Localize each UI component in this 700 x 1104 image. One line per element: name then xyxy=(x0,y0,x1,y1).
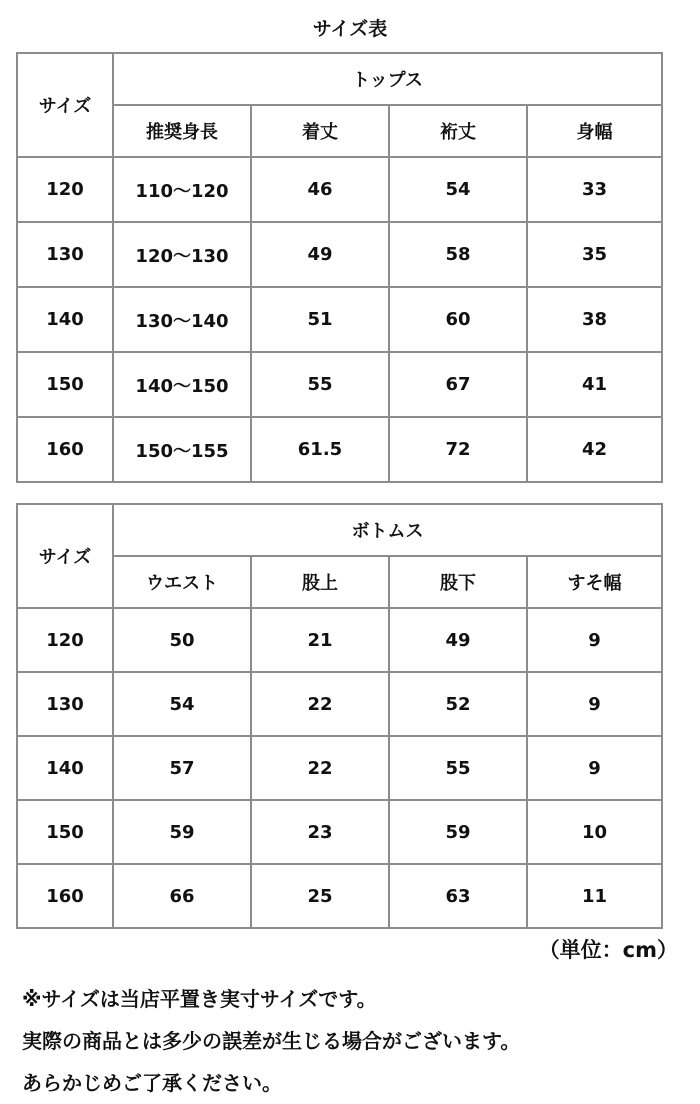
tops-group-header: トップス xyxy=(113,53,662,105)
table-cell: 110〜120 xyxy=(113,157,251,222)
table-cell: 55 xyxy=(389,736,527,800)
table-cell: 67 xyxy=(389,352,527,417)
table-row xyxy=(17,672,662,736)
table-row xyxy=(17,287,662,352)
size-cell: 130 xyxy=(17,672,113,736)
size-cell: 140 xyxy=(17,736,113,800)
tops-column-header: 推奨身長 xyxy=(113,105,251,157)
size-cell: 150 xyxy=(17,800,113,864)
bottoms-column-header: すそ幅 xyxy=(527,556,662,608)
bottoms-column-header: ウエスト xyxy=(113,556,251,608)
table-cell: 61.5 xyxy=(251,417,389,482)
table-cell: 63 xyxy=(389,864,527,928)
table-cell: 54 xyxy=(113,672,251,736)
table-cell: 41 xyxy=(527,352,662,417)
table-row xyxy=(17,864,662,928)
size-cell: 120 xyxy=(17,157,113,222)
table-cell: 54 xyxy=(389,157,527,222)
table-cell: 59 xyxy=(389,800,527,864)
bottoms-column-header: 股下 xyxy=(389,556,527,608)
page-title: サイズ表 xyxy=(312,18,388,40)
unit-note: （単位：cm） xyxy=(538,938,678,962)
bottoms-column-header: 股上 xyxy=(251,556,389,608)
table-row xyxy=(17,157,662,222)
table-row xyxy=(17,417,662,482)
table-cell: 60 xyxy=(389,287,527,352)
table-cell: 52 xyxy=(389,672,527,736)
tops-size-header: サイズ xyxy=(17,53,113,157)
table-cell: 130〜140 xyxy=(113,287,251,352)
table-row xyxy=(17,608,662,672)
size-cell: 140 xyxy=(17,287,113,352)
size-cell: 160 xyxy=(17,417,113,482)
table-cell: 57 xyxy=(113,736,251,800)
tops-column-header: 着丈 xyxy=(251,105,389,157)
size-cell: 120 xyxy=(17,608,113,672)
bottoms-size-table xyxy=(16,503,663,929)
tops-column-header: 身幅 xyxy=(527,105,662,157)
table-cell: 9 xyxy=(527,672,662,736)
note-line: あらかじめご了承ください。 xyxy=(22,1071,282,1095)
table-cell: 10 xyxy=(527,800,662,864)
table-row xyxy=(17,222,662,287)
bottoms-group-header: ボトムス xyxy=(113,504,662,556)
table-cell: 46 xyxy=(251,157,389,222)
table-cell: 9 xyxy=(527,608,662,672)
table-row xyxy=(17,352,662,417)
table-cell: 120〜130 xyxy=(113,222,251,287)
table-cell: 22 xyxy=(251,736,389,800)
table-cell: 21 xyxy=(251,608,389,672)
table-cell: 49 xyxy=(389,608,527,672)
table-cell: 150〜155 xyxy=(113,417,251,482)
note-line: ※サイズは当店平置き実寸サイズです。 xyxy=(22,987,377,1011)
table-cell: 35 xyxy=(527,222,662,287)
table-cell: 66 xyxy=(113,864,251,928)
table-cell: 25 xyxy=(251,864,389,928)
table-cell: 55 xyxy=(251,352,389,417)
size-cell: 160 xyxy=(17,864,113,928)
size-cell: 150 xyxy=(17,352,113,417)
table-cell: 140〜150 xyxy=(113,352,251,417)
table-cell: 11 xyxy=(527,864,662,928)
table-cell: 38 xyxy=(527,287,662,352)
size-cell: 130 xyxy=(17,222,113,287)
bottoms-size-header: サイズ xyxy=(17,504,113,608)
table-row xyxy=(17,736,662,800)
table-cell: 49 xyxy=(251,222,389,287)
note-line: 実際の商品とは多少の誤差が生じる場合がございます。 xyxy=(22,1029,521,1053)
tops-column-header: 裄丈 xyxy=(389,105,527,157)
notes xyxy=(22,978,682,1104)
table-cell: 51 xyxy=(251,287,389,352)
table-cell: 59 xyxy=(113,800,251,864)
table-row xyxy=(17,800,662,864)
table-cell: 58 xyxy=(389,222,527,287)
table-cell: 33 xyxy=(527,157,662,222)
table-cell: 50 xyxy=(113,608,251,672)
table-cell: 23 xyxy=(251,800,389,864)
table-cell: 72 xyxy=(389,417,527,482)
table-cell: 9 xyxy=(527,736,662,800)
tops-size-table xyxy=(16,52,663,483)
table-cell: 22 xyxy=(251,672,389,736)
table-cell: 42 xyxy=(527,417,662,482)
